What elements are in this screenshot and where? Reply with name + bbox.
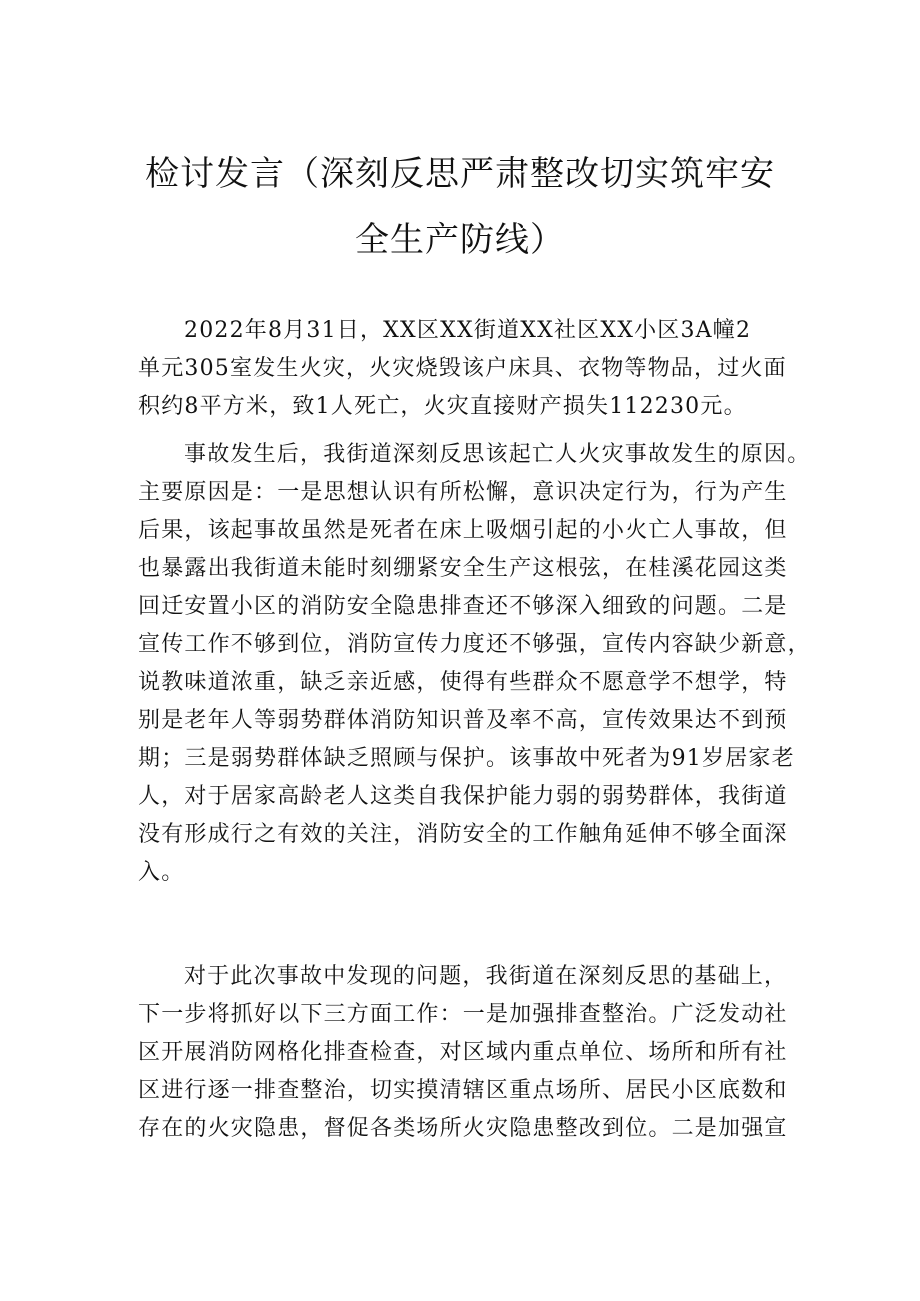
paragraph-line: 主要原因是：一是思想认识有所松懈，意识决定行为，行为产生	[138, 480, 788, 505]
paragraph-line: 人，对于居家高龄老人这类自我保护能力弱的弱势群体，我街道	[138, 784, 788, 809]
paragraph-line: 说教味道浓重，缺乏亲近感，使得有些群众不愿意学不想学，特	[138, 670, 788, 695]
paragraph-next-steps	[138, 958, 794, 1148]
paragraph-line: 区进行逐一排查整治，切实摸清辖区重点场所、居民小区底数和	[138, 1078, 788, 1103]
paragraph-line: 对于此次事故中发现的问题，我街道在深刻反思的基础上，	[184, 964, 788, 989]
document-title-line-1: 检讨发言（深刻反思严肃整改切实筑牢安	[145, 154, 775, 194]
paragraph-line: 回迁安置小区的消防安全隐患排查还不够深入细致的问题。二是	[138, 594, 788, 619]
paragraph-line: 2022年8月31日，XX区XX街道XX社区XX小区3A幢2	[184, 318, 752, 343]
paragraph-line: 期；三是弱势群体缺乏照顾与保护。该事故中死者为91岁居家老	[138, 746, 795, 771]
paragraph-line: 下一步将抓好以下三方面工作：一是加强排查整治。广泛发动社	[138, 1002, 788, 1027]
paragraph-cause-analysis	[138, 436, 811, 892]
paragraph-line: 区开展消防网格化排查检查，对区域内重点单位、场所和所有社	[138, 1040, 788, 1065]
document-title-line-2: 全生产防线）	[355, 220, 565, 260]
paragraph-line: 也暴露出我街道未能时刻绷紧安全生产这根弦，在桂溪花园这类	[138, 556, 788, 581]
paragraph-line: 别是老年人等弱势群体消防知识普及率不高，宣传效果达不到预	[138, 708, 788, 733]
paragraph-line: 事故发生后，我街道深刻反思该起亡人火灾事故发生的原因。	[184, 442, 811, 467]
paragraph-incident-summary	[138, 312, 794, 426]
paragraph-line: 没有形成行之有效的关注，消防安全的工作触角延伸不够全面深	[138, 822, 788, 847]
paragraph-line: 入。	[138, 860, 185, 885]
paragraph-line: 单元305室发生火灾，火灾烧毁该户床具、衣物等物品，过火面	[138, 356, 787, 381]
paragraph-line: 存在的火灾隐患，督促各类场所火灾隐患整改到位。二是加强宣	[138, 1116, 788, 1141]
paragraph-line: 宣传工作不够到位，消防宣传力度还不够强，宣传内容缺少新意，	[138, 632, 811, 657]
paragraph-line: 积约8平方米，致1人死亡，火灾直接财产损失112230元。	[138, 394, 747, 419]
paragraph-line: 后果，该起事故虽然是死者在床上吸烟引起的小火亡人事故，但	[138, 518, 788, 543]
